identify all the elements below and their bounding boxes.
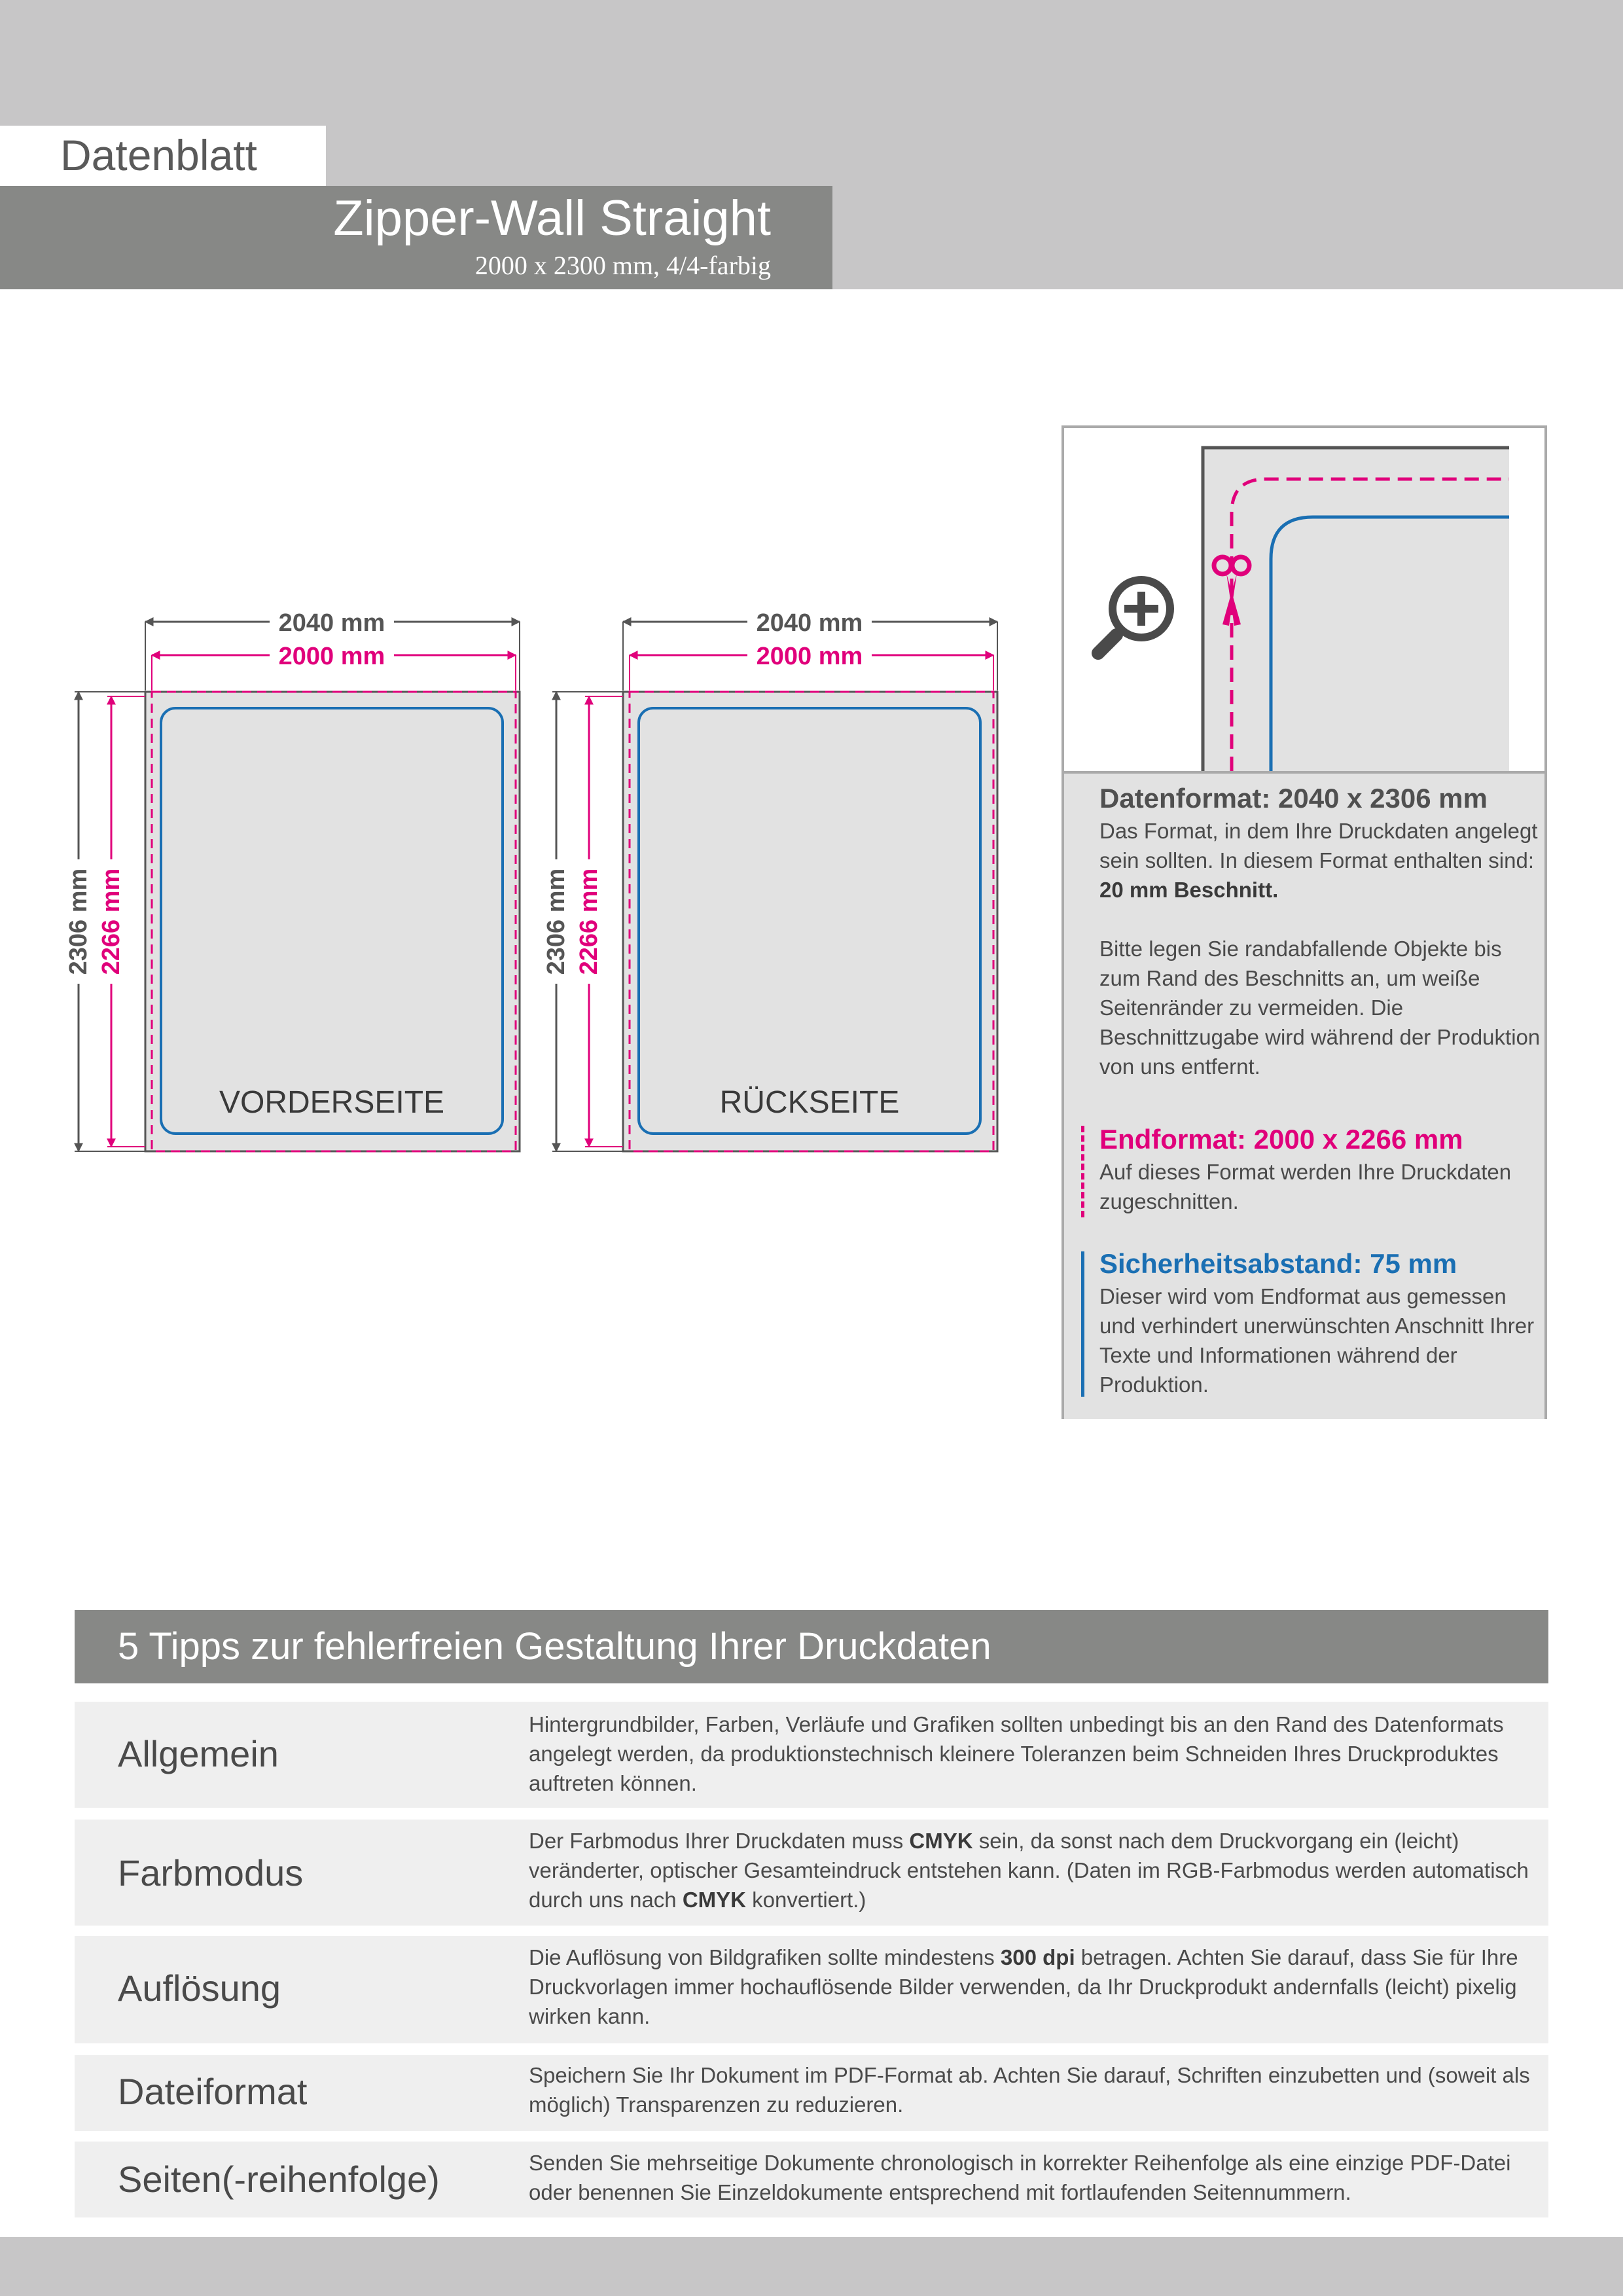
tip-label-allgemein: Allgemein — [118, 1733, 279, 1774]
tip-label-farbmodus: Farbmodus — [118, 1852, 304, 1893]
endformat-bar — [1081, 1126, 1084, 1217]
sicherheit-bar — [1081, 1251, 1084, 1397]
tip-text-farbmodus: Der Farbmodus Ihrer Druckdaten muss CMYK sein, da sonst nach dem Druckvorgang ein (leicht) veränderter, optischer Gesamteindruck entstehen kann. (Daten im RGB-Farbmodus werden automatisch durch uns nach CMYK konvertiert.) — [529, 1829, 1529, 1912]
tip-text-allgemein: Hintergrundbilder, Farben, Verläufe und Grafiken sollten unbedingt bis an den Rand des Datenformats angelegt werden, da produktionstechnisch kleinere Toleranzen beim Schneiden Ihres Druckproduktes auftreten können. — [529, 1712, 1504, 1795]
product-subtitle: 2000 x 2300 mm, 4/4-farbig — [474, 251, 771, 280]
back-data-format-rect — [623, 692, 997, 1151]
endformat-title: Endformat: 2000 x 2266 mm — [1099, 1124, 1463, 1155]
back-width-outer-label: 2040 mm — [756, 609, 863, 637]
front-width-inner-label: 2000 mm — [278, 643, 385, 670]
sicherheit-text: Dieser wird vom Endformat aus gemessen und verhindert unerwünschten Anschnitt Ihrer Texte und Informationen während der Produktion. — [1099, 1284, 1535, 1397]
back-width-inner-label: 2000 mm — [756, 643, 863, 670]
datenformat-note: Bitte legen Sie randabfallende Objekte bis zum Rand des Beschnitts an, um weiße Seitenränder zu vermeiden. Die Beschnittzugabe wird während der Produktion von uns entfernt. — [1099, 937, 1541, 1079]
front-height-inner-label: 2266 mm — [98, 868, 125, 975]
tip-label-dateiformat: Dateiformat — [118, 2071, 308, 2112]
tip-text-aufloesung: Die Auflösung von Bildgrafiken sollte mindestens 300 dpi betragen. Achten Sie darauf, dass Sie für Ihre Druckvorlagen immer hochauflösende Bilder verwenden, da Ihr Druckprodukt andernfalls (leicht) pixelig wirken kann. — [529, 1945, 1518, 2028]
back-height-inner-label: 2266 mm — [575, 868, 603, 975]
front-height-outer-label: 2306 mm — [65, 868, 92, 975]
front-data-format-rect — [145, 692, 520, 1151]
datenblatt-label: Datenblatt — [60, 131, 257, 179]
datenformat-text: Das Format, in dem Ihre Druckdaten angelegt sein sollten. In diesem Format enthalten sind: 20 mm Beschnitt. — [1099, 819, 1538, 902]
tip-label-aufloesung: Auflösung — [118, 1967, 281, 2009]
front-label: VORDERSEITE — [219, 1085, 445, 1120]
datenformat-title: Datenformat: 2040 x 2306 mm — [1099, 783, 1488, 814]
product-title: Zipper-Wall Straight — [333, 190, 771, 246]
format-diagram — [0, 589, 1021, 1178]
footer-band — [0, 2237, 1623, 2296]
zoom-in-icon — [1098, 576, 1174, 653]
zoom-detail-graphic — [1064, 428, 1544, 771]
tip-label-seiten: Seiten(-reihenfolge) — [118, 2159, 440, 2200]
back-panel — [540, 605, 997, 1151]
sicherheit-title: Sicherheitsabstand: 75 mm — [1099, 1248, 1457, 1279]
zoom-data-format-fill — [1203, 448, 1509, 771]
back-height-outer-label: 2306 mm — [543, 868, 570, 975]
tip-text-dateiformat: Speichern Sie Ihr Dokument im PDF-Format ab. Achten Sie darauf, Schriften einzubetten und (soweit als möglich) Transparenzen zu reduzieren. — [529, 2063, 1530, 2117]
front-panel — [62, 605, 520, 1151]
tip-text-seiten: Senden Sie mehrseitige Dokumente chronologisch in korrekter Reihenfolge als eine einzige PDF-Datei oder benennen Sie Einzeldokumente entsprechend mit fortlaufenden Seitennummern. — [529, 2151, 1511, 2204]
endformat-text: Auf dieses Format werden Ihre Druckdaten zugeschnitten. — [1099, 1160, 1512, 1213]
zoom-detail-area — [1064, 428, 1544, 771]
tips-title: 5 Tipps zur fehlerfreien Gestaltung Ihrer Druckdaten — [118, 1625, 991, 1668]
front-width-outer-label: 2040 mm — [278, 609, 385, 637]
back-label: RÜCKSEITE — [719, 1085, 900, 1120]
